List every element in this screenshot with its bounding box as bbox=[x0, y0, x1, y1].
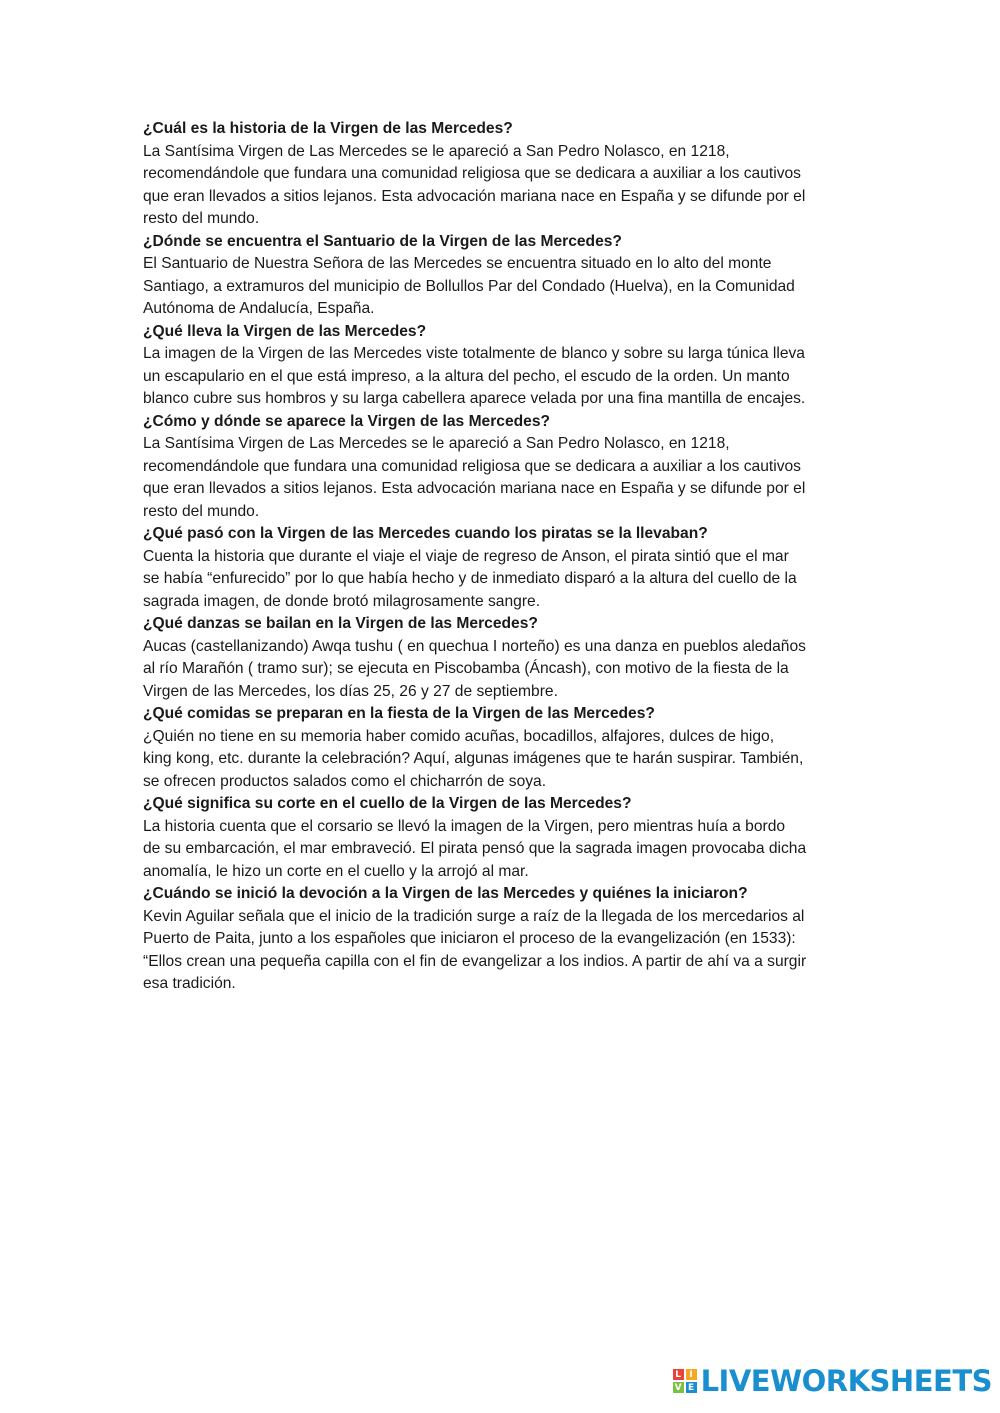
section-answer bbox=[143, 141, 861, 231]
answer-line: de su embarcación, el mar embraveció. El pirata pensó que la sagrada imagen provocaba dicha bbox=[143, 840, 807, 857]
section-answer bbox=[143, 343, 861, 411]
answer-line: esa tradición. bbox=[143, 975, 236, 992]
section-question: ¿Qué significa su corte en el cuello de la Virgen de las Mercedes? bbox=[143, 795, 632, 812]
answer-line: king kong, etc. durante la celebración? Aquí, algunas imágenes que te harán suspirar. También, bbox=[143, 750, 804, 767]
answer-line: anomalía, le hizo un corte en el cuello y la arrojó al mar. bbox=[143, 862, 529, 880]
answer-line: La Santísima Virgen de Las Mercedes se le apareció a San Pedro Nolasco, en 1218, bbox=[143, 435, 730, 452]
qa-section bbox=[143, 118, 861, 231]
logo-letter-i: I bbox=[686, 1369, 697, 1380]
document-body bbox=[143, 118, 861, 996]
section-answer bbox=[143, 433, 861, 523]
answer-line: al río Marañón ( tramo sur); se ejecuta en Piscobamba (Áncash), con motivo de la fiesta de la bbox=[143, 660, 789, 677]
answer-line: se había “enfurecido” por lo que había hecho y de inmediato disparó a la altura del cuello de la bbox=[143, 570, 797, 587]
answer-line: ¿Quién no tiene en su memoria haber comido acuñas, bocadillos, alfajores, dulces de higo, bbox=[143, 727, 775, 745]
section-question: ¿Qué lleva la Virgen de las Mercedes? bbox=[143, 322, 427, 340]
answer-line: La imagen de la Virgen de las Mercedes viste totalmente de blanco y sobre su larga túnica lleva bbox=[143, 345, 805, 362]
section-answer bbox=[143, 726, 861, 794]
section-question: ¿Qué comidas se preparan en la fiesta de la Virgen de las Mercedes? bbox=[143, 705, 655, 722]
logo-letter-v: V bbox=[673, 1382, 684, 1393]
answer-line: recomendándole que fundara una comunidad religiosa que se dedicara a auxiliar a los cautivos bbox=[143, 457, 801, 475]
section-question: ¿Dónde se encuentra el Santuario de la Virgen de las Mercedes? bbox=[143, 232, 622, 250]
answer-line: Puerto de Paita, junto a los españoles que iniciaron el proceso de la evangelización (en 1533): bbox=[143, 930, 796, 947]
answer-line: “Ellos crean una pequeña capilla con el fin de evangelizar a los indios. A partir de ahí va a surgir bbox=[143, 952, 807, 970]
qa-section bbox=[143, 411, 861, 524]
answer-line: que eran llevados a sitios lejanos. Esta advocación mariana nace en España y se difunde por el bbox=[143, 187, 806, 205]
qa-section bbox=[143, 321, 861, 411]
liveworksheets-logo-icon bbox=[673, 1369, 697, 1393]
answer-line: Virgen de las Mercedes, los días 25, 26 y 27 de septiembre. bbox=[143, 682, 558, 700]
qa-section bbox=[143, 703, 861, 793]
answer-line: que eran llevados a sitios lejanos. Esta advocación mariana nace en España y se difunde por el bbox=[143, 480, 806, 497]
answer-line: Aucas (castellanizando) Awqa tushu ( en quechua I norteño) es una danza en pueblos aledaños bbox=[143, 637, 806, 655]
qa-section bbox=[143, 793, 861, 883]
section-answer bbox=[143, 253, 861, 321]
section-answer bbox=[143, 636, 861, 704]
answer-line: Cuenta la historia que durante el viaje el viaje de regreso de Anson, el pirata sintió que el mar bbox=[143, 547, 789, 565]
qa-section bbox=[143, 523, 861, 613]
answer-line: blanco cubre sus hombros y su larga cabellera aparece velada por una fina mantilla de encajes. bbox=[143, 390, 806, 407]
answer-line: La Santísima Virgen de Las Mercedes se le apareció a San Pedro Nolasco, en 1218, bbox=[143, 142, 730, 160]
liveworksheets-watermark[interactable] bbox=[673, 1363, 992, 1399]
answer-line: La historia cuenta que el corsario se llevó la imagen de la Virgen, pero mientras huía a bordo bbox=[143, 817, 786, 835]
qa-section bbox=[143, 613, 861, 703]
logo-letter-l: L bbox=[673, 1369, 684, 1380]
section-question: ¿Qué pasó con la Virgen de las Mercedes cuando los piratas se la llevaban? bbox=[143, 525, 708, 542]
answer-line: un escapulario en el que está impreso, a la altura del pecho, el escudo de la orden. Un manto bbox=[143, 367, 790, 385]
answer-line: El Santuario de Nuestra Señora de las Mercedes se encuentra situado en lo alto del monte bbox=[143, 255, 772, 272]
section-answer bbox=[143, 816, 861, 884]
answer-line: Santiago, a extramuros del municipio de Bollullos Par del Condado (Huelva), en la Comunidad bbox=[143, 277, 795, 295]
section-answer bbox=[143, 546, 861, 614]
section-answer bbox=[143, 906, 861, 996]
section-question: ¿Cuándo se inició la devoción a la Virgen de las Mercedes y quiénes la iniciaron? bbox=[143, 885, 748, 902]
section-question: ¿Cuál es la historia de la Virgen de las Mercedes? bbox=[143, 120, 513, 137]
section-question: ¿Qué danzas se bailan en la Virgen de las Mercedes? bbox=[143, 615, 538, 632]
answer-line: recomendándole que fundara una comunidad religiosa que se dedicara a auxiliar a los cautivos bbox=[143, 165, 801, 182]
logo-letter-e: E bbox=[686, 1382, 697, 1393]
answer-line: Kevin Aguilar señala que el inicio de la tradición surge a raíz de la llegada de los mercedarios al bbox=[143, 907, 805, 925]
qa-section bbox=[143, 883, 861, 996]
qa-section bbox=[143, 231, 861, 321]
answer-line: se ofrecen productos salados como el chicharrón de soya. bbox=[143, 772, 547, 790]
answer-line: sagrada imagen, de donde brotó milagrosamente sangre. bbox=[143, 592, 541, 610]
answer-line: resto del mundo. bbox=[143, 210, 260, 227]
answer-line: resto del mundo. bbox=[143, 502, 260, 520]
answer-line: Autónoma de Andalucía, España. bbox=[143, 300, 375, 317]
section-question: ¿Cómo y dónde se aparece la Virgen de las Mercedes? bbox=[143, 412, 551, 430]
watermark-text: LIVEWORKSHEETS bbox=[700, 1364, 992, 1398]
